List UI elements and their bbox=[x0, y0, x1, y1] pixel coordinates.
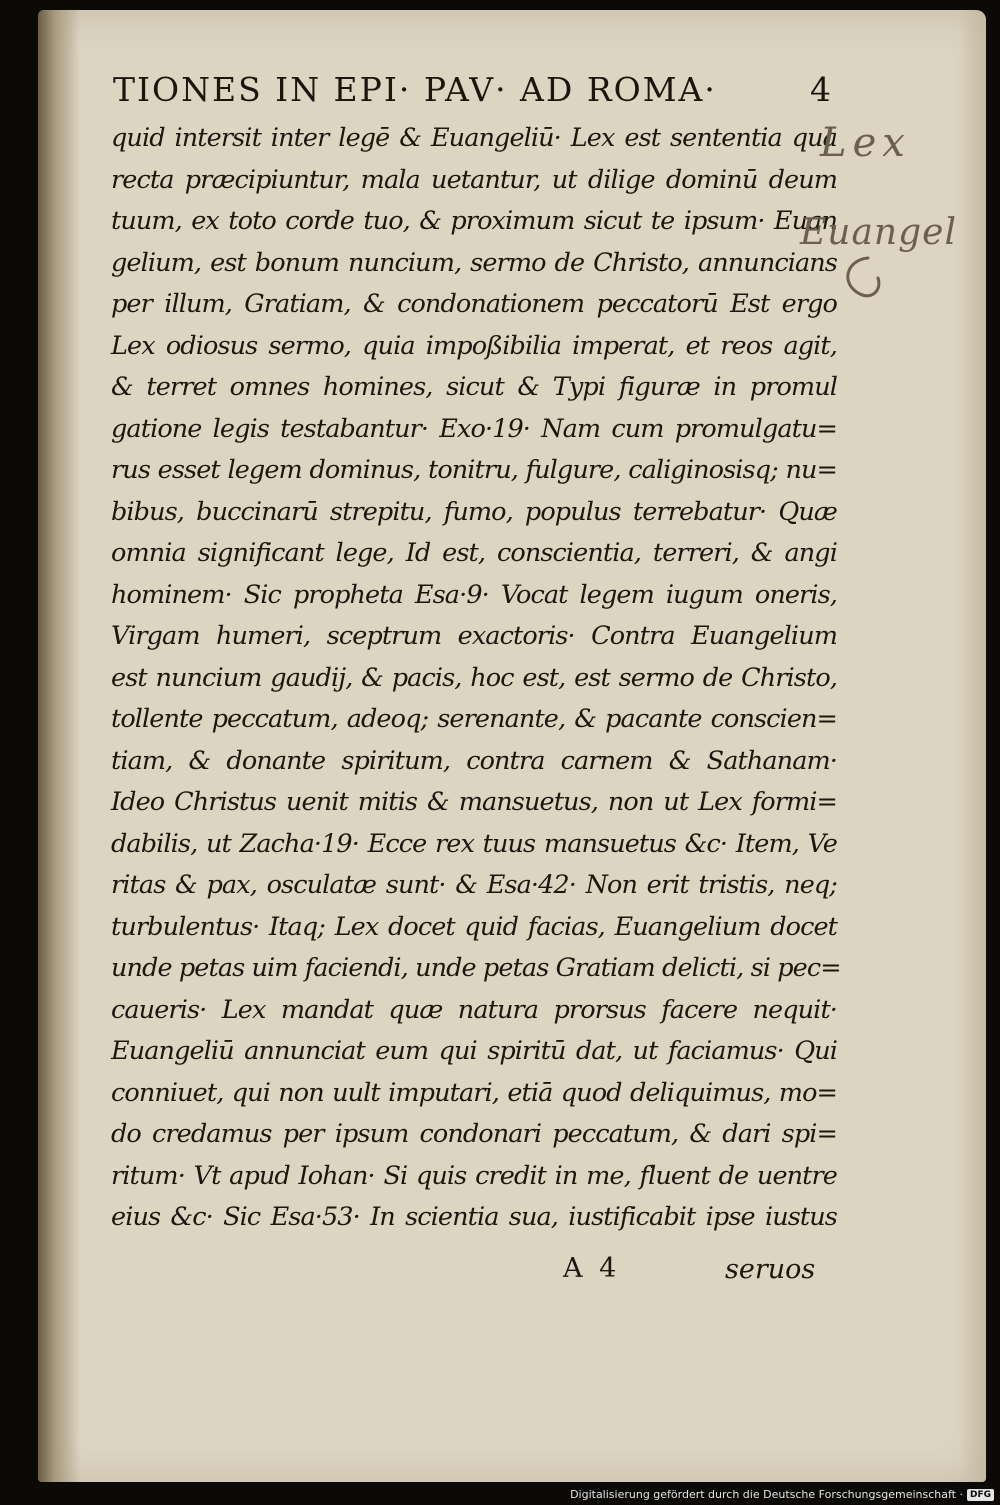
text-line: hominem· Sic propheta Esa·9· Vocat legem iugum oneris, bbox=[111, 579, 837, 610]
text-line: Euangeliū annunciat eum qui spiritū dat, ut faciamus· Qui bbox=[111, 1036, 837, 1066]
text-line: est nuncium gaudij, & pacis, hoc est, est sermo de Christo, bbox=[111, 662, 837, 693]
margin-note-lex: Lex bbox=[820, 120, 911, 166]
margin-note-euangel: Euangel bbox=[800, 212, 957, 253]
text-line: caueris· Lex mandat quæ natura prorsus facere nequit· bbox=[111, 994, 837, 1025]
signature-mark: A 4 bbox=[563, 1253, 621, 1284]
digitization-credit bbox=[570, 1488, 994, 1501]
main-text-block bbox=[111, 118, 841, 1239]
running-title: TIONES IN EPI· PAV· AD ROMA· bbox=[113, 70, 717, 109]
running-header bbox=[113, 65, 833, 109]
text-line: gatione legis testabantur· Exo·19· Nam cum promulgatu= bbox=[111, 413, 837, 444]
text-line: tiam, & donante spiritum, contra carnem & Sathanam· bbox=[111, 745, 837, 776]
credit-text: Digitalisierung gefördert durch die Deutsche Forschungsgemeinschaft · bbox=[570, 1488, 963, 1501]
text-line: unde petas uim faciendi, unde petas Gratiam delicti, si pec= bbox=[111, 953, 841, 983]
text-line: tollente peccatum, adeoq; serenante, & pacante conscien= bbox=[111, 704, 837, 734]
page-number: 4 bbox=[810, 70, 833, 109]
dfg-logo-icon: DFG bbox=[967, 1489, 994, 1501]
text-line: Ideo Christus uenit mitis & mansuetus, non ut Lex formi= bbox=[111, 787, 837, 817]
text-line: tuum, ex toto corde tuo, & proximum sicut te ipsum· Euan bbox=[111, 206, 837, 236]
text-line: turbulentus· Itaq; Lex docet quid facias, Euangelium docet bbox=[111, 911, 837, 942]
text-line: rus esset legem dominus, tonitru, fulgure, caliginosisq; nu= bbox=[111, 455, 837, 485]
text-line: ritum· Vt apud Iohan· Si quis credit in me, fluent de uentre bbox=[111, 1160, 837, 1191]
text-line: conniuet, qui non uult imputari, etiā quod deliquimus, mo= bbox=[111, 1077, 837, 1108]
text-line: Lex odiosus sermo, quia impoßibilia imperat, et reos agit, bbox=[111, 330, 837, 361]
text-line: omnia significant lege, Id est, conscientia, terreri, & angi bbox=[111, 538, 837, 568]
page-edge bbox=[960, 10, 986, 1482]
text-line: ritas & pax, osculatæ sunt· & Esa·42· Non erit tristis, neq; bbox=[111, 870, 837, 900]
text-line: Virgam humeri, sceptrum exactoris· Contra Euangelium bbox=[111, 621, 837, 651]
text-line: & terret omnes homines, sicut & Typi figuræ in promul bbox=[111, 372, 837, 402]
text-line: do credamus per ipsum condonari peccatum, & dari spi= bbox=[111, 1119, 837, 1149]
page-gutter-shadow bbox=[38, 10, 80, 1482]
text-line: bibus, buccinarū strepitu, fumo, populus terrebatur· Quæ bbox=[111, 496, 837, 527]
text-line: gelium, est bonum nuncium, sermo de Christo, annuncians bbox=[111, 247, 837, 278]
text-line: per illum, Gratiam, & condonationem peccatorū Est ergo bbox=[111, 289, 837, 319]
text-line: dabilis, ut Zacha·19· Ecce rex tuus mansuetus &c· Item, Ve bbox=[111, 828, 837, 859]
catchword: seruos bbox=[725, 1254, 816, 1285]
text-line: quid intersit inter legē & Euangeliū· Lex est sententia qua bbox=[111, 123, 837, 153]
text-line: eius &c· Sic Esa·53· In scientia sua, iustificabit ipse iustus bbox=[111, 1202, 837, 1232]
text-line: recta præcipiuntur, mala uetantur, ut dilige dominū deum bbox=[111, 164, 837, 195]
margin-bracket-icon bbox=[838, 254, 886, 300]
